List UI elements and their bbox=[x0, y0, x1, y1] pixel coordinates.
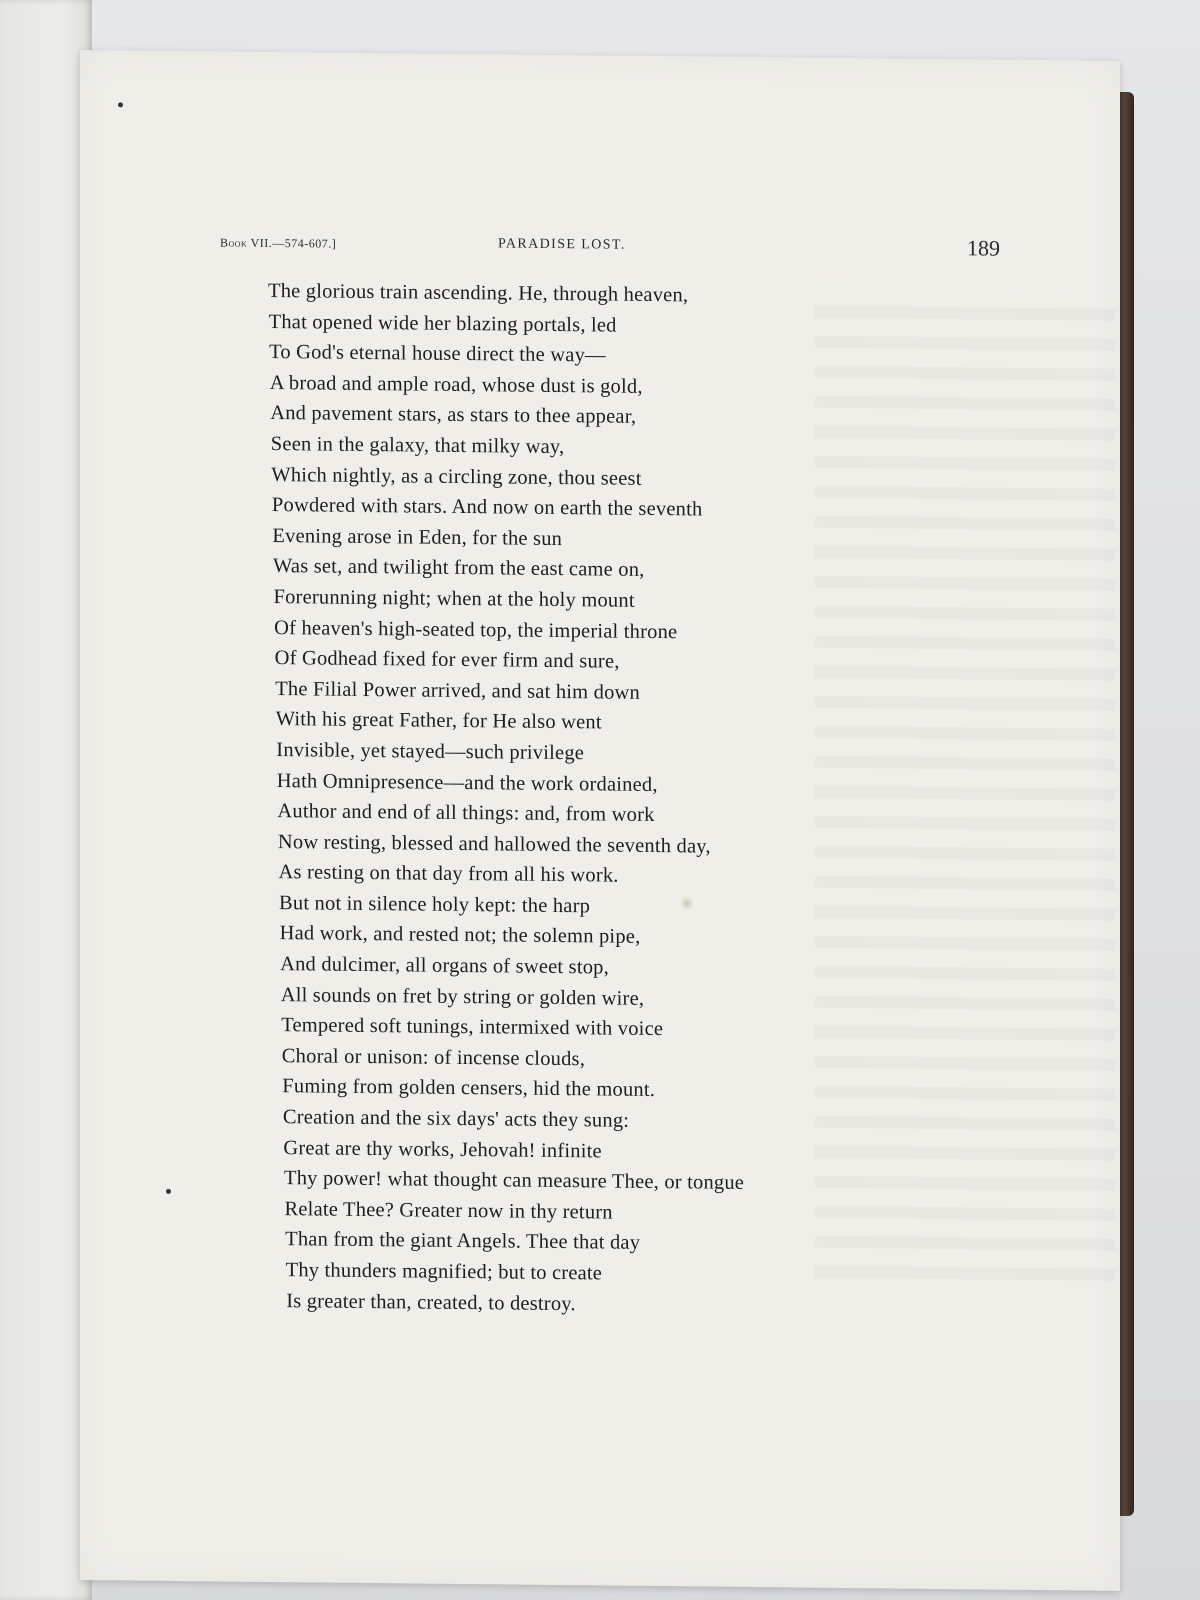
poem-text bbox=[268, 276, 888, 1323]
poem-line: And dulcimer, all organs of sweet stop, bbox=[280, 953, 609, 979]
poem-line: Great are thy works, Jehovah! infinite bbox=[283, 1136, 602, 1163]
foxing-spot bbox=[166, 1189, 171, 1194]
poem-line: Relate Thee? Greater now in thy return bbox=[284, 1197, 613, 1224]
foxing-spot bbox=[118, 102, 123, 107]
page-number: 189 bbox=[967, 235, 1000, 261]
poem-line: The glorious train ascending. He, through heaven, bbox=[268, 279, 689, 307]
poem-line: With his great Father, for He also went bbox=[275, 708, 602, 734]
book-cover-edge bbox=[1118, 92, 1134, 1516]
poem-line: Is greater than, created, to destroy. bbox=[286, 1289, 576, 1315]
poem-line: A broad and ample road, whose dust is gold, bbox=[269, 371, 643, 398]
poem-line: Thy power! what thought can measure Thee, or tongue bbox=[284, 1167, 745, 1195]
book-page bbox=[80, 50, 1120, 1591]
poem-line: Choral or unison: of incense clouds, bbox=[281, 1044, 586, 1071]
poem-line: Seen in the galaxy, that milky way, bbox=[270, 432, 565, 459]
poem-line: Fuming from golden censers, hid the mount. bbox=[282, 1075, 656, 1102]
poem-line: Thy thunders magnified; but to create bbox=[285, 1259, 603, 1285]
poem-line: Than from the giant Angels. Thee that day bbox=[285, 1228, 641, 1255]
poem-line: To God's eternal house direct the way— bbox=[269, 341, 606, 367]
poem-line: Now resting, blessed and hallowed the seventh day, bbox=[277, 830, 711, 858]
poem-line: And pavement stars, as stars to thee appear, bbox=[270, 402, 637, 429]
poem-line: Had work, and rested not; the solemn pipe, bbox=[279, 922, 641, 949]
poem-line: Creation and the six days' acts they sung: bbox=[282, 1106, 630, 1132]
poem-line: Hath Omnipresence—and the work ordained, bbox=[276, 769, 658, 796]
poem-line: Of Godhead fixed for ever firm and sure, bbox=[274, 647, 620, 673]
poem-line: Evening arose in Eden, for the sun bbox=[272, 524, 563, 550]
book-line-reference: Book VII.—574-607.] bbox=[220, 235, 337, 251]
poem-line: Of heaven's high-seated top, the imperial throne bbox=[274, 616, 678, 643]
poem-line: The Filial Power arrived, and sat him down bbox=[275, 677, 640, 704]
poem-line: Forerunning night; when at the holy mount bbox=[273, 585, 635, 612]
poem-line: Author and end of all things: and, from work bbox=[277, 800, 655, 827]
poem-line: Was set, and twilight from the east came on, bbox=[273, 555, 645, 582]
poem-line: Invisible, yet stayed—such privilege bbox=[276, 738, 585, 765]
poem-line: That opened wide her blazing portals, led bbox=[268, 310, 617, 337]
poem-line: As resting on that day from all his work. bbox=[278, 861, 619, 887]
poem-line: But not in silence holy kept: the harp bbox=[279, 891, 591, 918]
previous-page-edge bbox=[0, 0, 92, 1600]
poem-line: Tempered soft tunings, intermixed with voice bbox=[281, 1014, 664, 1041]
poem-line: Powdered with stars. And now on earth the seventh bbox=[271, 494, 703, 521]
running-title: PARADISE LOST. bbox=[498, 236, 626, 253]
running-head bbox=[220, 231, 1000, 269]
poem-line: Which nightly, as a circling zone, thou seest bbox=[271, 463, 642, 490]
poem-line: All sounds on fret by string or golden wire, bbox=[280, 983, 645, 1010]
